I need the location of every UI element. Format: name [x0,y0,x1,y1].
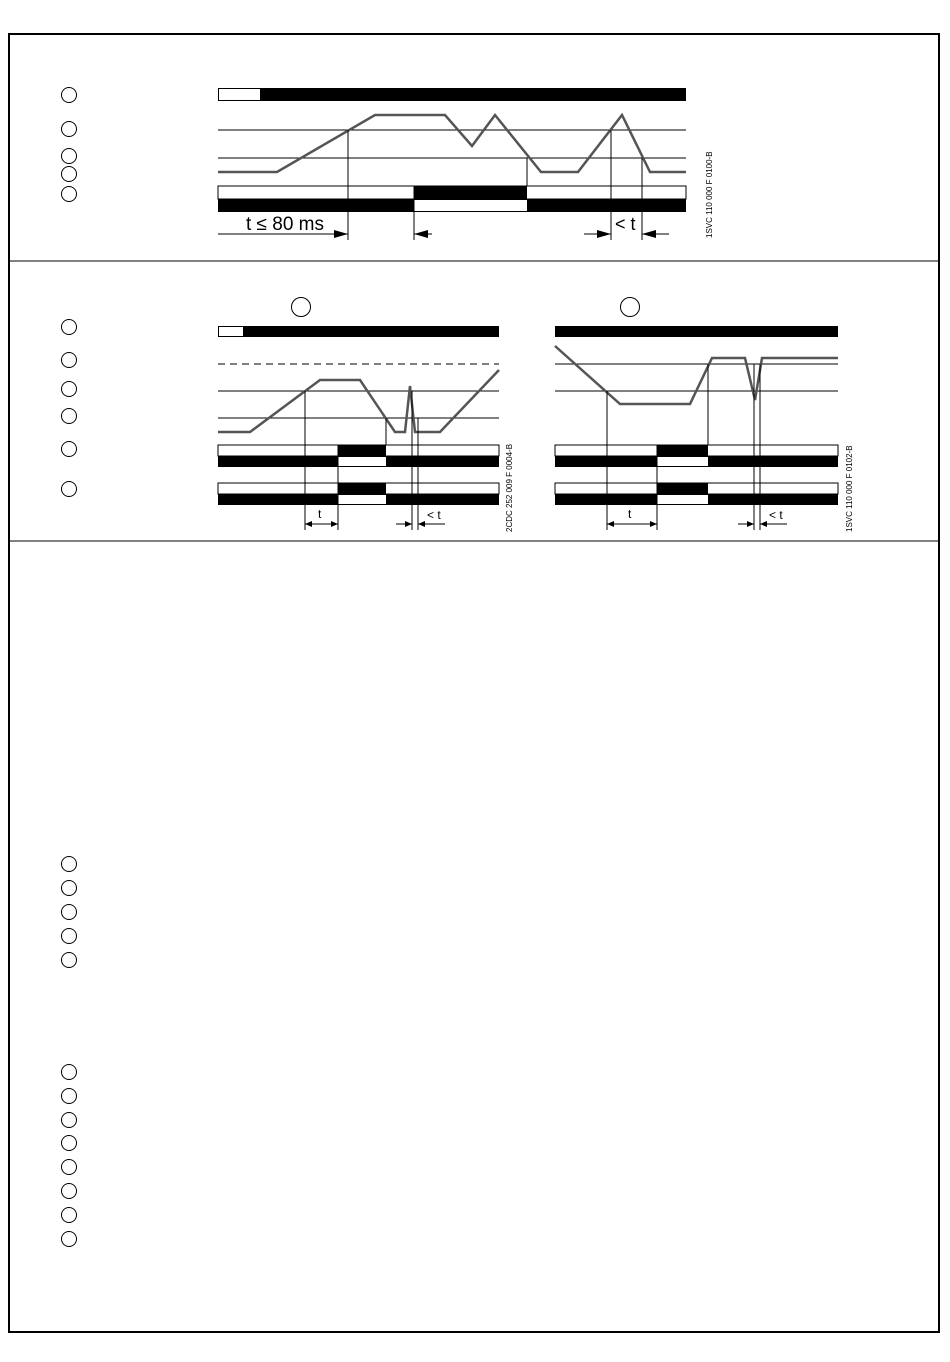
diagram2-right-short-time-label: < t [769,508,783,522]
marker-circle-3 [62,149,77,164]
variant-b-circle [621,298,640,317]
supply-bar [218,88,686,101]
relay-4-off [338,495,386,504]
legend-marker-4 [62,1136,77,1151]
marker-circle-2 [62,353,77,368]
diagram2-left-time-label: t [318,507,322,521]
diagram2-right [555,326,854,532]
timing-diagram-1 [62,88,715,241]
marker-circle-1 [62,320,77,335]
legend-marker-5 [62,953,77,968]
legend-marker-4 [62,929,77,944]
marker-circle-4 [62,409,77,424]
legend-marker-2 [62,1089,77,1104]
diagram1-time-label: t ≤ 80 ms [246,214,325,235]
marker-circle-5 [62,187,77,202]
legend-marker-3 [62,1113,77,1128]
relay-1-on [414,186,527,199]
relay-2-off [657,457,708,466]
marker-circle-6 [62,482,77,497]
legend-marker-8 [62,1232,77,1247]
timing-diagram-2 [62,298,855,533]
measured-signal [218,115,686,172]
relay-1-on [338,445,386,456]
legend-marker-1 [62,1065,77,1080]
supply-bar-off [219,327,243,336]
legend-marker-2 [62,881,77,896]
measured-signal [218,370,499,432]
diagram2-left-short-time-label: < t [427,508,441,522]
measured-signal [555,346,838,404]
legend-group-2 [62,1065,77,1247]
marker-circle-1 [62,88,77,103]
diagram2-right-code: 1SVC 110 000 F 0102-B [845,445,854,532]
marker-circle-2 [62,122,77,137]
diagram1-short-time-label: < t [615,214,636,234]
supply-bar-off [219,89,260,100]
legend-marker-6 [62,1184,77,1199]
diagram2-right-time-label: t [628,507,632,521]
relay-4-off [657,495,708,504]
relay-2-off [414,200,527,211]
diagram1-arrows [334,230,656,238]
marker-circle-3 [62,382,77,397]
relay-3-on [657,483,708,494]
diagram2-left [218,326,514,532]
diagram1-markers [62,88,77,202]
marker-circle-4 [62,167,77,182]
legend-marker-3 [62,905,77,920]
diagram2-left-code: 2CDC 252 009 F 0004-B [505,443,514,532]
marker-circle-5 [62,442,77,457]
variant-a-circle [292,298,311,317]
relay-1-on [657,445,708,456]
legend-group-1 [62,857,77,968]
legend-marker-5 [62,1160,77,1175]
relay-2-off [338,457,386,466]
supply-bar [555,326,838,337]
relay-3-on [338,483,386,494]
legend-marker-1 [62,857,77,872]
supply-bar [218,326,499,337]
diagram1-code: 1SVC 110 000 F 0100-B [705,151,714,238]
legend-marker-7 [62,1208,77,1223]
